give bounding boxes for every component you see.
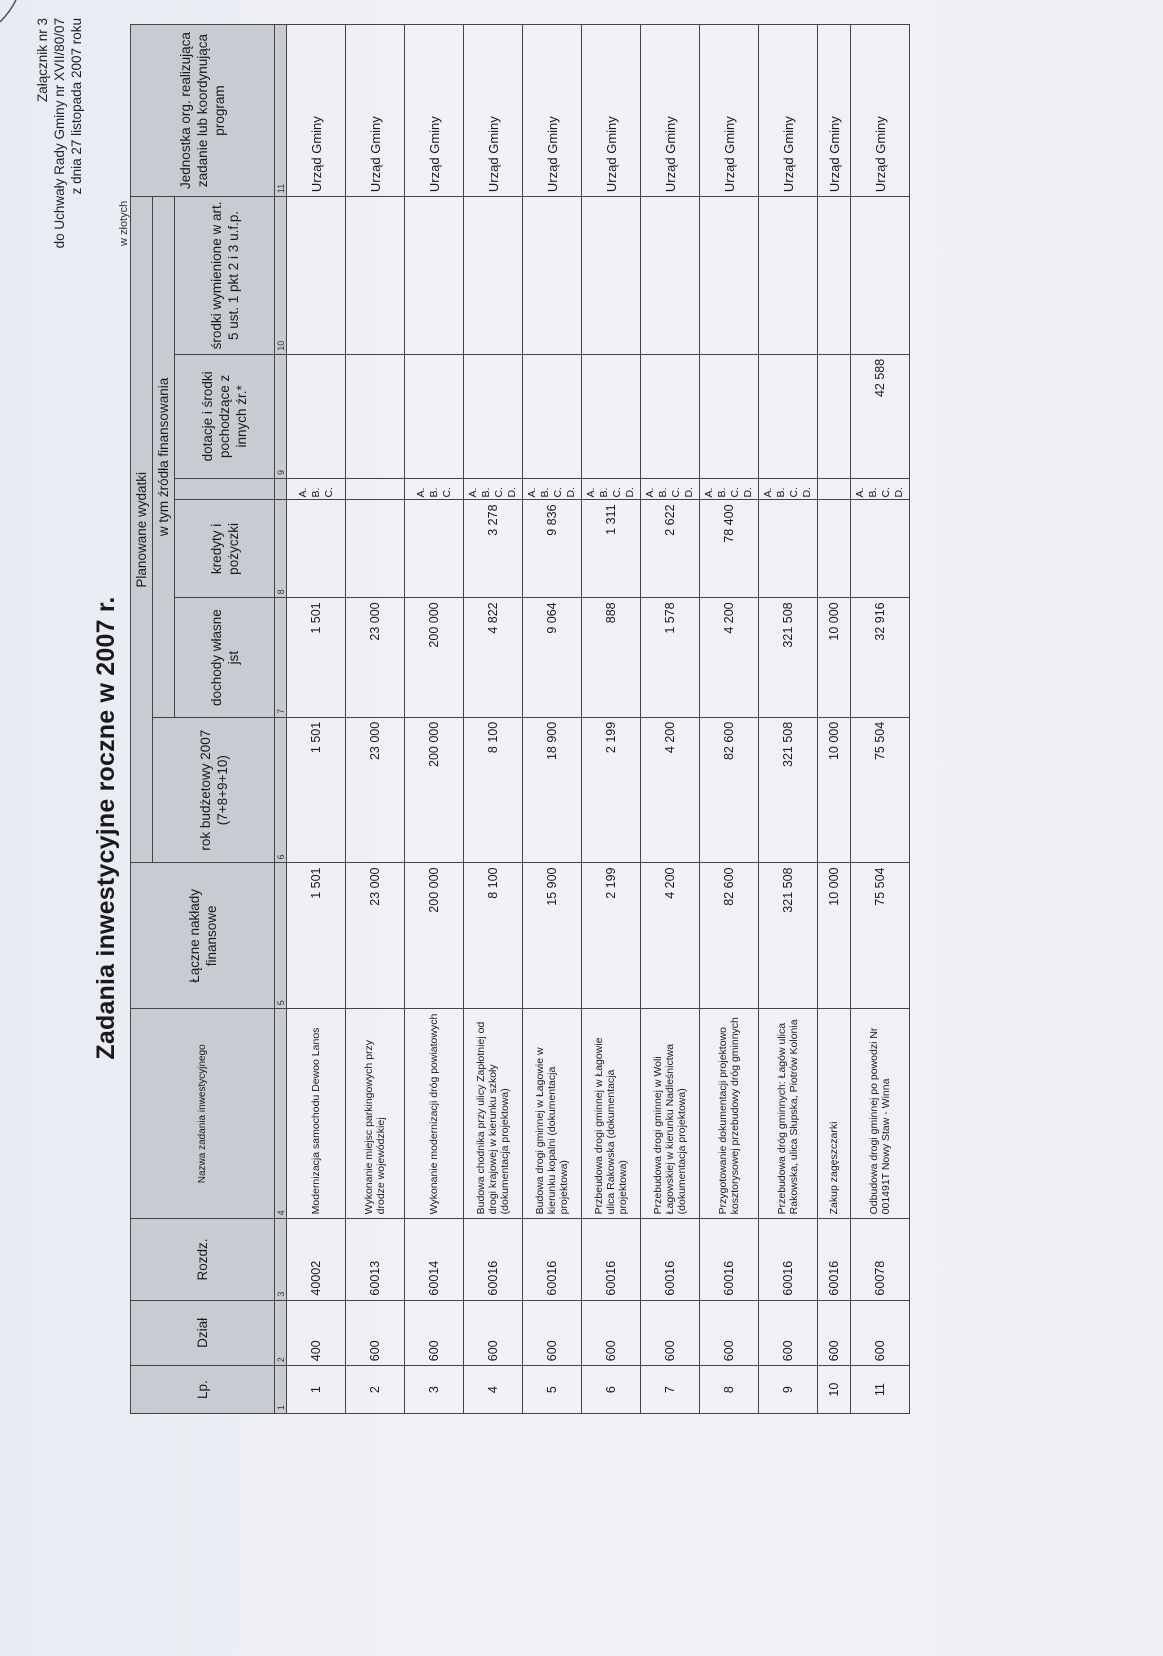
cell-eu-funds (582, 197, 641, 355)
cell-dzial: 600 (346, 1300, 405, 1366)
cell-total-outlays: 15 900 (523, 863, 582, 1009)
document-title: Zadania inwestycyjne roczne w 2007 r. (92, 596, 120, 1060)
cell-eu-funds (346, 197, 405, 355)
source-letter: D. (506, 486, 518, 498)
cell-total-outlays: 23 000 (346, 863, 405, 1009)
source-letter: B. (716, 487, 728, 498)
source-letter: B. (657, 487, 669, 498)
task-rows (287, 25, 910, 1414)
cell-budget-year: 23 000 (346, 717, 405, 863)
header-w-tym: w tym źródła finansowania (153, 197, 175, 718)
cell-total-outlays: 200 000 (405, 863, 464, 1009)
cell-total-outlays: 75 504 (851, 863, 910, 1009)
table-row (582, 25, 641, 1414)
cell-budget-year: 321 508 (759, 717, 818, 863)
cell-task-name: Wykonanie miejsc parkingowych przy drodze wojewódzkiej (346, 1009, 405, 1219)
cell-org-unit: Urząd Gminy (523, 25, 582, 197)
cell-eu-funds (851, 197, 910, 355)
cell-rozdz: 60016 (641, 1219, 700, 1300)
cell-loans (346, 500, 405, 598)
cell-loans: 3 278 (464, 500, 523, 598)
cell-loans: 78 400 (700, 500, 759, 598)
cell-rozdz: 60078 (851, 1219, 910, 1300)
cell-rozdz: 60014 (405, 1219, 464, 1300)
currency-unit: w złotych (118, 200, 130, 246)
source-letter: B. (427, 487, 440, 498)
table-row (405, 25, 464, 1414)
cell-own-revenue: 1 578 (641, 598, 700, 717)
source-letter: C. (493, 486, 505, 498)
cell-lp: 10 (818, 1366, 851, 1414)
cell-grants (582, 354, 641, 478)
header-rozdz: Rozdz. (131, 1219, 275, 1300)
source-letter: A. (644, 487, 656, 498)
colnum: 9 (275, 354, 287, 478)
cell-eu-funds (464, 197, 523, 355)
source-letter: A. (296, 487, 309, 498)
cell-grants (818, 354, 851, 478)
colnum: 6 (275, 717, 287, 863)
cell-task-name: Modernizacja samochodu Dewoo Lanos (287, 1009, 346, 1219)
source-letter: D. (683, 486, 695, 498)
cell-org-unit: Urząd Gminy (759, 25, 818, 197)
table-row (346, 25, 405, 1414)
colnum: 2 (275, 1300, 287, 1366)
investment-tasks-table (130, 24, 910, 1414)
cell-dzial: 600 (405, 1300, 464, 1366)
cell-own-revenue: 4 200 (700, 598, 759, 717)
cell-source-letters (287, 478, 346, 499)
cell-own-revenue: 9 064 (523, 598, 582, 717)
table-row (641, 25, 700, 1414)
cell-lp: 4 (464, 1366, 523, 1414)
colnum: 5 (275, 863, 287, 1009)
cell-lp: 11 (851, 1366, 910, 1414)
column-number-row (275, 25, 287, 1414)
cell-own-revenue: 10 000 (818, 598, 851, 717)
header-dzial: Dział (131, 1300, 275, 1366)
cell-own-revenue: 23 000 (346, 598, 405, 717)
cell-dzial: 600 (464, 1300, 523, 1366)
source-letter: A. (467, 487, 479, 498)
cell-rozdz: 60016 (818, 1219, 851, 1300)
cell-source-letters (405, 478, 464, 499)
cell-lp: 6 (582, 1366, 641, 1414)
cell-source-letters (641, 478, 700, 499)
source-letter: B. (775, 487, 787, 498)
cell-source-letters (851, 478, 910, 499)
colnum: 11 (275, 25, 287, 197)
cell-dzial: 600 (641, 1300, 700, 1366)
source-letter: D. (742, 486, 754, 498)
source-letter: A. (854, 487, 866, 498)
source-letter: D. (801, 486, 813, 498)
cell-own-revenue: 32 916 (851, 598, 910, 717)
colnum: 1 (275, 1366, 287, 1414)
source-letter: B. (309, 487, 322, 498)
cell-rozdz: 40002 (287, 1219, 346, 1300)
cell-total-outlays: 82 600 (700, 863, 759, 1009)
cell-own-revenue: 1 501 (287, 598, 346, 717)
cell-own-revenue: 888 (582, 598, 641, 717)
header-lp: Lp. (131, 1366, 275, 1414)
cell-source-letters (523, 478, 582, 499)
cell-grants (759, 354, 818, 478)
table-row (700, 25, 759, 1414)
cell-task-name: Przebudowa dróg gminnych: Łagów ulica Rakowska, ulica Słupska, Piotrów Kolonia (759, 1009, 818, 1219)
table-row (287, 25, 346, 1414)
cell-grants (405, 354, 464, 478)
cell-loans (818, 500, 851, 598)
cell-grants (523, 354, 582, 478)
cell-eu-funds (759, 197, 818, 355)
cell-loans: 2 622 (641, 500, 700, 598)
cell-dzial: 400 (287, 1300, 346, 1366)
cell-org-unit: Urząd Gminy (287, 25, 346, 197)
cell-grants (641, 354, 700, 478)
cell-lp: 2 (346, 1366, 405, 1414)
source-letter: D. (624, 486, 636, 498)
table-row (464, 25, 523, 1414)
source-letter: B. (539, 487, 551, 498)
cell-loans: 9 836 (523, 500, 582, 598)
cell-lp: 8 (700, 1366, 759, 1414)
cell-budget-year: 18 900 (523, 717, 582, 863)
cell-eu-funds (405, 197, 464, 355)
cell-task-name: Wykonanie modernizacji dróg powiatowych (405, 1009, 464, 1219)
cell-budget-year: 10 000 (818, 717, 851, 863)
cell-task-name: Zakup zagęszczarki (818, 1009, 851, 1219)
source-letter: A. (703, 487, 715, 498)
source-letter: C. (788, 486, 800, 498)
cell-task-name: Przbeudowa drogi gminnej w Łagowie ulica Rakowska (dokumentacja projektowa) (582, 1009, 641, 1219)
cell-dzial: 600 (851, 1300, 910, 1366)
cell-eu-funds (700, 197, 759, 355)
source-letter: A. (414, 487, 427, 498)
cell-source-letters (700, 478, 759, 499)
cell-budget-year: 2 199 (582, 717, 641, 863)
source-letter: D. (565, 486, 577, 498)
cell-org-unit: Urząd Gminy (346, 25, 405, 197)
colnum: 7 (275, 598, 287, 717)
cell-total-outlays: 10 000 (818, 863, 851, 1009)
cell-org-unit: Urząd Gminy (641, 25, 700, 197)
cell-eu-funds (287, 197, 346, 355)
cell-source-letters (464, 478, 523, 499)
cell-source-letters (346, 478, 405, 499)
cell-rozdz: 60016 (759, 1219, 818, 1300)
colnum: 10 (275, 197, 287, 355)
header-laczne: Łączne nakłady finansowe (131, 863, 275, 1009)
colnum: 3 (275, 1219, 287, 1300)
cell-loans (851, 500, 910, 598)
cell-total-outlays: 2 199 (582, 863, 641, 1009)
source-letter: C. (322, 486, 335, 498)
source-letter: D. (893, 486, 905, 498)
table-row (851, 25, 910, 1414)
cell-eu-funds (523, 197, 582, 355)
cell-rozdz: 60013 (346, 1219, 405, 1300)
source-letter: C. (552, 486, 564, 498)
cell-own-revenue: 200 000 (405, 598, 464, 717)
cell-total-outlays: 8 100 (464, 863, 523, 1009)
cell-total-outlays: 4 200 (641, 863, 700, 1009)
cell-source-letters (582, 478, 641, 499)
header-jednostka: Jednostka org. realizująca zadanie lub koordynująca program (131, 25, 275, 197)
header-dotacje: dotacje i środki pochodzące z innych źr.* (175, 354, 275, 478)
cell-eu-funds (641, 197, 700, 355)
cell-lp: 5 (523, 1366, 582, 1414)
cell-loans (405, 500, 464, 598)
source-letter: C. (440, 486, 453, 498)
header-srodki: środki wymienione w art. 5 ust. 1 pkt 2 i 3 u.f.p. (175, 197, 275, 355)
source-letter: A. (585, 487, 597, 498)
cell-dzial: 600 (582, 1300, 641, 1366)
table-row (759, 25, 818, 1414)
cell-task-name: Przebudowa drogi gminnej w Woli Łagowskiej w kierunku Nadleśnictwa (dokumentacja projektowa) (641, 1009, 700, 1219)
cell-own-revenue: 4 822 (464, 598, 523, 717)
cell-grants (346, 354, 405, 478)
header-kredyty: kredyty i pożyczki (175, 500, 275, 598)
cell-task-name: Budowa chodnika przy ulicy Zapłotniej od drogi krajowej w kierunku szkoły (dokumentacja projektowa) (464, 1009, 523, 1219)
cell-own-revenue: 321 508 (759, 598, 818, 717)
cell-rozdz: 60016 (523, 1219, 582, 1300)
cell-org-unit: Urząd Gminy (700, 25, 759, 197)
cell-budget-year: 200 000 (405, 717, 464, 863)
source-letter: B. (598, 487, 610, 498)
cell-grants (287, 354, 346, 478)
cell-loans (287, 500, 346, 598)
cell-rozdz: 60016 (582, 1219, 641, 1300)
source-letter: C. (880, 486, 892, 498)
attachment-line-1: Załącznik nr 3 (35, 18, 50, 103)
cell-source-letters (759, 478, 818, 499)
source-letter: B. (867, 487, 879, 498)
source-letter: C. (729, 486, 741, 498)
source-letter: B. (480, 487, 492, 498)
table-row (818, 25, 851, 1414)
header-dochody: dochody własne jst (175, 598, 275, 717)
cell-budget-year: 75 504 (851, 717, 910, 863)
header-planowane: Planowane wydatki (131, 197, 153, 863)
cell-budget-year: 4 200 (641, 717, 700, 863)
cell-lp: 7 (641, 1366, 700, 1414)
source-letter: C. (611, 486, 623, 498)
source-letter: C. (670, 486, 682, 498)
cell-task-name: Przygotowanie dokumentacji projektowo kosztorysowej przebudowy dróg gminnych (700, 1009, 759, 1219)
cell-dzial: 600 (700, 1300, 759, 1366)
cell-budget-year: 82 600 (700, 717, 759, 863)
cell-lp: 3 (405, 1366, 464, 1414)
cell-budget-year: 1 501 (287, 717, 346, 863)
attachment-line-3: z dnia 27 listopada 2007 roku (69, 18, 84, 195)
cell-rozdz: 60016 (700, 1219, 759, 1300)
cell-total-outlays: 1 501 (287, 863, 346, 1009)
header-nazwa: Nazwa zadania inwestycyjnego (131, 1009, 275, 1219)
cell-lp: 9 (759, 1366, 818, 1414)
colnum: 4 (275, 1009, 287, 1219)
cell-loans (759, 500, 818, 598)
cell-org-unit: Urząd Gminy (818, 25, 851, 197)
cell-grants (700, 354, 759, 478)
cell-eu-funds (818, 197, 851, 355)
header-letters-blank (175, 478, 275, 499)
table-row (523, 25, 582, 1414)
header-rok: rok budżetowy 2007 (7+8+9+10) (153, 717, 275, 863)
cell-dzial: 600 (523, 1300, 582, 1366)
attachment-line-2: do Uchwały Rady Gminy nr XVII/80/07 (52, 18, 67, 249)
cell-source-letters (818, 478, 851, 499)
cell-org-unit: Urząd Gminy (582, 25, 641, 197)
source-letter: A. (526, 487, 538, 498)
colnum-blank (275, 478, 287, 499)
cell-org-unit: Urząd Gminy (464, 25, 523, 197)
cell-lp: 1 (287, 1366, 346, 1414)
cell-budget-year: 8 100 (464, 717, 523, 863)
cell-loans: 1 311 (582, 500, 641, 598)
cell-org-unit: Urząd Gminy (851, 25, 910, 197)
cell-grants (464, 354, 523, 478)
cell-task-name: Odbudowa drogi gminnej po powodzi Nr 001491T Nowy Staw - Winna (851, 1009, 910, 1219)
cell-grants: 42 588 (851, 354, 910, 478)
cell-dzial: 600 (818, 1300, 851, 1366)
attachment-note (34, 18, 85, 498)
cell-dzial: 600 (759, 1300, 818, 1366)
cell-total-outlays: 321 508 (759, 863, 818, 1009)
source-letter: A. (762, 487, 774, 498)
colnum: 8 (275, 500, 287, 598)
cell-rozdz: 60016 (464, 1219, 523, 1300)
cell-task-name: Budowa drogi gminnej w Łagowie w kierunku kopalni (dokumentacja projektowa) (523, 1009, 582, 1219)
cell-org-unit: Urząd Gminy (405, 25, 464, 197)
